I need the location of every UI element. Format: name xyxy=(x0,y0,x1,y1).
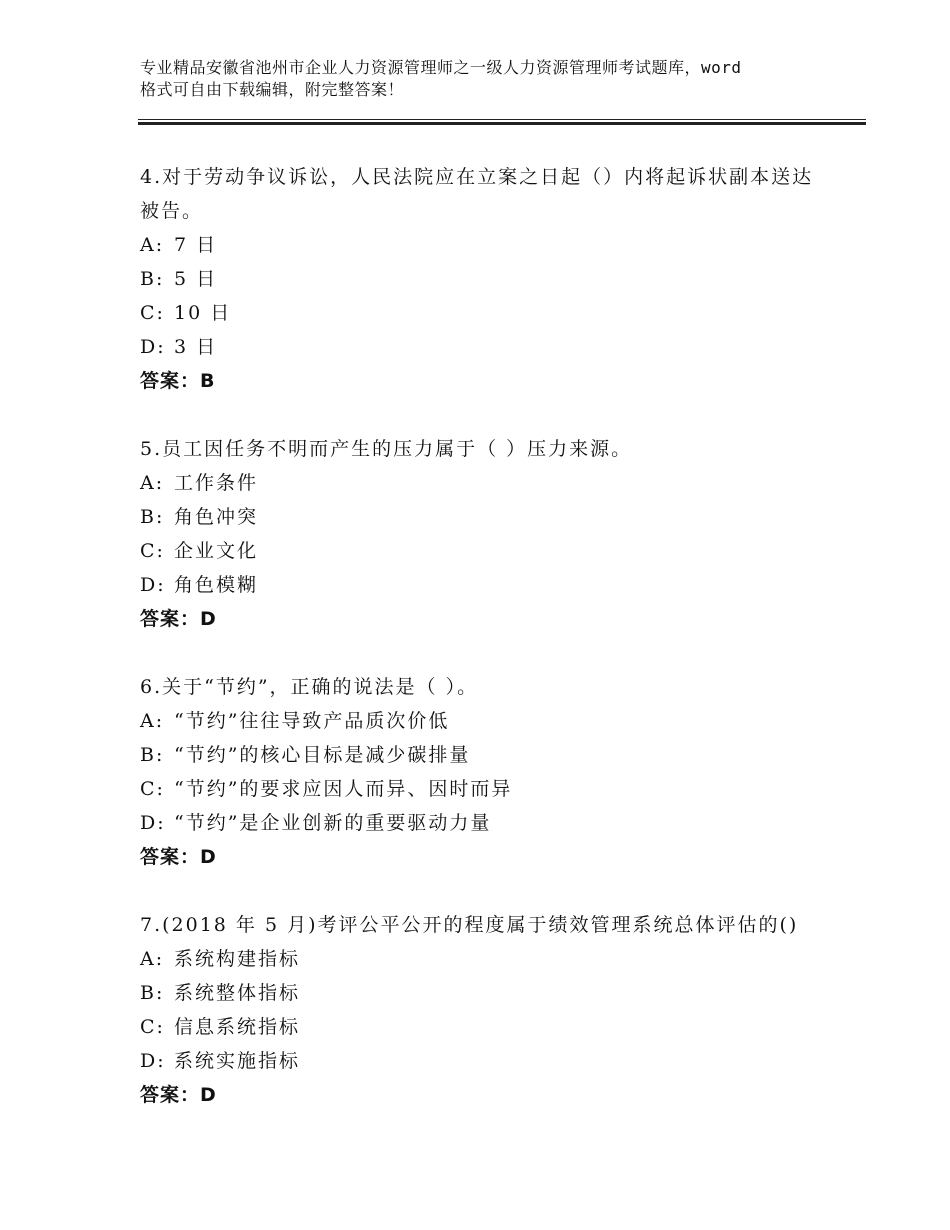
question-stem: 7.(2018 年 5 月)考评公平公开的程度属于绩效管理系统总体评估的() xyxy=(140,914,799,936)
option-c xyxy=(140,296,820,330)
option-letter: A: xyxy=(140,948,165,970)
option-a xyxy=(140,466,820,500)
option-letter: B: xyxy=(140,506,165,528)
option-text: 7 日 xyxy=(174,234,218,256)
option-text: 系统整体指标 xyxy=(174,982,301,1004)
option-letter: D: xyxy=(140,574,166,596)
option-a xyxy=(140,228,820,262)
option-letter: D: xyxy=(140,1050,166,1072)
header-divider-thick xyxy=(138,122,866,125)
option-text: “节约”的核心目标是减少碳排量 xyxy=(174,744,471,766)
option-letter: A: xyxy=(140,710,165,732)
option-letter: C: xyxy=(140,1016,165,1038)
option-letter: D: xyxy=(140,812,166,834)
option-letter: B: xyxy=(140,268,165,290)
option-c xyxy=(140,534,820,568)
option-b xyxy=(140,500,820,534)
option-text: 10 日 xyxy=(174,302,232,324)
option-text: “节约”往往导致产品质次价低 xyxy=(174,710,450,732)
option-text: 角色冲突 xyxy=(174,506,259,528)
question-6 xyxy=(140,670,820,874)
option-b xyxy=(140,262,820,296)
option-letter: C: xyxy=(140,778,165,800)
option-text: 角色模糊 xyxy=(174,574,259,596)
option-letter: B: xyxy=(140,982,165,1004)
question-7 xyxy=(140,908,820,1112)
option-text: “节约”的要求应因人而异、因时而异 xyxy=(174,778,513,800)
option-letter: A: xyxy=(140,472,165,494)
question-stem: 5.员工因任务不明而产生的压力属于（ ）压力来源。 xyxy=(140,438,633,460)
option-b xyxy=(140,976,820,1010)
option-text: 5 日 xyxy=(174,268,218,290)
question-stem: 6.关于“节约”，正确的说法是（ ）。 xyxy=(140,676,479,698)
header-title-line-1: 专业精品安徽省池州市企业人力资源管理师之一级人力资源管理师考试题库，word xyxy=(140,58,742,77)
option-c xyxy=(140,772,820,806)
header-divider-thin xyxy=(138,119,866,120)
option-letter: C: xyxy=(140,540,165,562)
option-b xyxy=(140,738,820,772)
answer-label: 答案：D xyxy=(140,1084,217,1106)
question-5 xyxy=(140,432,820,636)
option-letter: C: xyxy=(140,302,165,324)
option-letter: A: xyxy=(140,234,165,256)
option-a xyxy=(140,942,820,976)
option-d xyxy=(140,568,820,602)
option-text: 3 日 xyxy=(174,336,218,358)
option-text: 系统实施指标 xyxy=(174,1050,301,1072)
option-c xyxy=(140,1010,820,1044)
option-letter: D: xyxy=(140,336,166,358)
question-4 xyxy=(140,160,820,398)
option-text: “节约”是企业创新的重要驱动力量 xyxy=(174,812,492,834)
option-text: 企业文化 xyxy=(174,540,259,562)
question-list xyxy=(140,160,820,1146)
answer-label: 答案：B xyxy=(140,370,216,392)
header-title-line-2: 格式可自由下载编辑，附完整答案！ xyxy=(140,80,405,99)
option-a xyxy=(140,704,820,738)
document-header xyxy=(140,57,840,101)
option-d xyxy=(140,1044,820,1078)
option-d xyxy=(140,330,820,364)
option-letter: B: xyxy=(140,744,165,766)
question-stem: 4.对于劳动争议诉讼，人民法院应在立案之日起（）内将起诉状副本送达被告。 xyxy=(140,166,814,222)
option-text: 系统构建指标 xyxy=(174,948,301,970)
answer-label: 答案：D xyxy=(140,608,217,630)
option-text: 信息系统指标 xyxy=(174,1016,301,1038)
option-d xyxy=(140,806,820,840)
option-text: 工作条件 xyxy=(174,472,259,494)
answer-label: 答案：D xyxy=(140,846,217,868)
